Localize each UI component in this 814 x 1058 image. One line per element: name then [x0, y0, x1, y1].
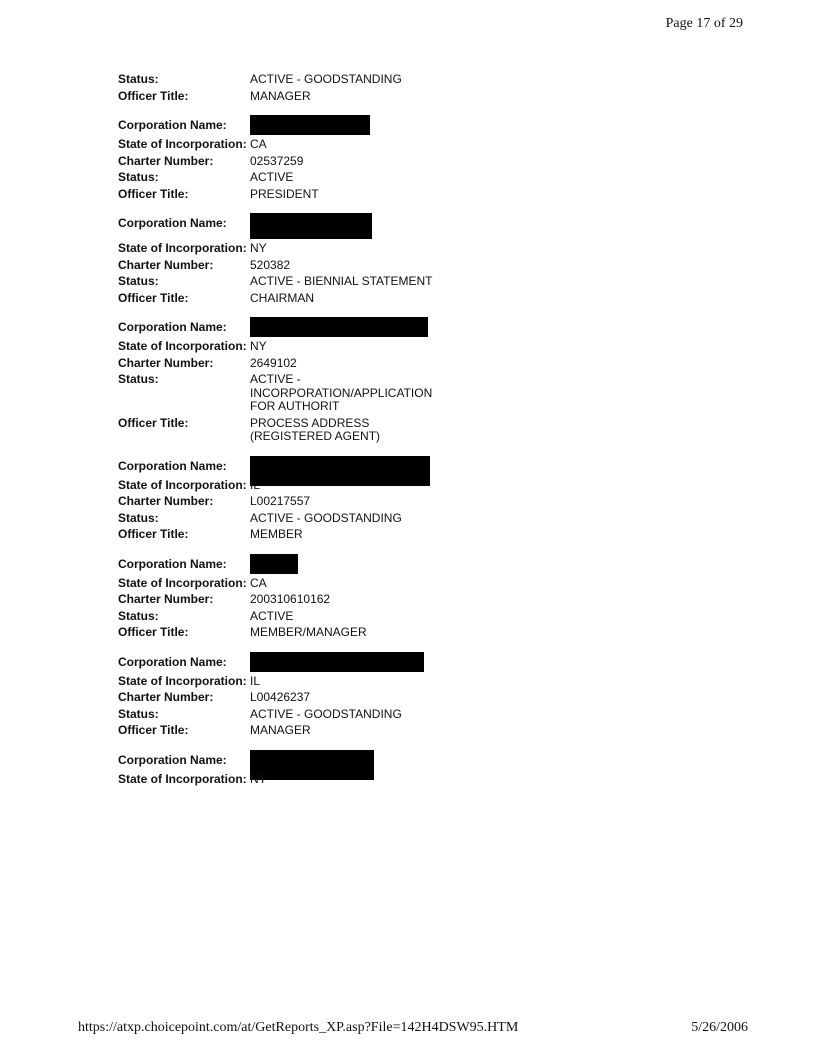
corporation-name-row — [118, 217, 558, 239]
charter-number-value: 200310610162 — [250, 592, 331, 606]
footer-url: https://atxp.choicepoint.com/at/GetReports_XP.asp?File=142H4DSW95.HTM — [78, 1020, 519, 1035]
status-row — [118, 373, 558, 414]
state-value: NY — [250, 771, 267, 786]
status-row — [118, 512, 558, 526]
officer-title-label: Officer Title: — [118, 186, 189, 201]
status-row — [118, 73, 558, 87]
charter-number-value: L00217557 — [250, 494, 311, 508]
officer-title-label: Officer Title: — [118, 723, 189, 737]
corporation-name-label: Corporation Name: — [118, 752, 227, 767]
state-value: IL — [250, 477, 261, 492]
record — [118, 460, 558, 542]
corporation-name-label: Corporation Name: — [118, 556, 227, 571]
record — [118, 73, 558, 103]
charter-number-row — [118, 691, 558, 705]
corporation-name-row — [118, 656, 558, 672]
status-label: Status: — [118, 706, 159, 721]
charter-number-label: Charter Number: — [118, 690, 214, 704]
officer-title-row — [118, 417, 558, 444]
status-label: Status: — [118, 372, 159, 386]
corporation-name-label: Corporation Name: — [118, 458, 227, 473]
state-label: State of Incorporation: — [118, 575, 247, 590]
charter-number-value: 520382 — [250, 257, 291, 272]
corporation-name-label: Corporation Name: — [118, 320, 227, 334]
status-value: ACTIVE — [250, 608, 294, 623]
officer-title-value: CHAIRMAN — [250, 290, 315, 305]
redaction-box — [250, 213, 372, 239]
state-label: State of Incorporation: — [118, 241, 247, 255]
corporation-name-row — [118, 558, 558, 574]
charter-number-value: 02537259 — [250, 153, 304, 168]
officer-title-label: Officer Title: — [118, 88, 189, 103]
officer-title-row — [118, 626, 558, 640]
status-value: ACTIVE - GOODSTANDING — [250, 72, 402, 86]
officer-title-value: MEMBER — [250, 527, 303, 541]
redaction-box — [250, 652, 424, 672]
state-value: NY — [250, 241, 267, 255]
officer-title-value: MANAGER — [250, 88, 311, 103]
record — [118, 321, 558, 444]
footer-date: 5/26/2006 — [691, 1020, 748, 1035]
redaction-box — [250, 317, 428, 337]
state-row — [118, 479, 558, 493]
status-row — [118, 708, 558, 722]
state-label: State of Incorporation: — [118, 771, 247, 786]
officer-title-row — [118, 292, 558, 306]
officer-title-value: MEMBER/MANAGER — [250, 625, 367, 639]
status-label: Status: — [118, 510, 159, 525]
status-value: ACTIVE - GOODSTANDING — [250, 706, 402, 721]
status-row — [118, 610, 558, 624]
charter-number-value: L00426237 — [250, 690, 311, 704]
officer-title-label: Officer Title: — [118, 625, 189, 639]
charter-number-row — [118, 495, 558, 509]
status-value: ACTIVE - BIENNIAL STATEMENT — [250, 274, 433, 288]
officer-title-label: Officer Title: — [118, 290, 189, 305]
status-label: Status: — [118, 170, 159, 184]
state-value: IL — [250, 673, 261, 688]
officer-title-value: MANAGER — [250, 723, 311, 737]
records-list — [118, 73, 558, 802]
state-label: State of Incorporation: — [118, 673, 247, 688]
state-label: State of Incorporation: — [118, 137, 247, 151]
status-label: Status: — [118, 72, 159, 86]
corporation-name-row — [118, 119, 558, 135]
charter-number-row — [118, 155, 558, 169]
officer-title-row — [118, 188, 558, 202]
status-row — [118, 171, 558, 185]
status-label: Status: — [118, 274, 159, 288]
charter-number-row — [118, 593, 558, 607]
officer-title-value: PRESIDENT — [250, 186, 319, 201]
charter-number-label: Charter Number: — [118, 592, 214, 606]
record — [118, 754, 558, 787]
officer-title-value: PROCESS ADDRESS (REGISTERED AGENT) — [250, 415, 381, 443]
status-value: ACTIVE — [250, 170, 294, 184]
page-number: Page 17 of 29 — [665, 16, 743, 31]
officer-title-label: Officer Title: — [118, 527, 189, 541]
state-value: CA — [250, 575, 267, 590]
redaction-box — [250, 554, 298, 574]
officer-title-row — [118, 528, 558, 542]
corporation-name-label: Corporation Name: — [118, 654, 227, 669]
state-value: NY — [250, 339, 267, 353]
status-label: Status: — [118, 608, 159, 623]
officer-title-row — [118, 724, 558, 738]
charter-number-label: Charter Number: — [118, 153, 214, 168]
state-label: State of Incorporation: — [118, 477, 247, 492]
state-row — [118, 138, 558, 152]
status-value: ACTIVE - GOODSTANDING — [250, 510, 402, 525]
record — [118, 656, 558, 738]
charter-number-value: 2649102 — [250, 355, 297, 370]
status-value: ACTIVE - INCORPORATION/APPLICATION FOR AUTHORIT — [250, 372, 433, 413]
record — [118, 217, 558, 305]
charter-number-label: Charter Number: — [118, 257, 214, 272]
status-row — [118, 275, 558, 289]
corporation-name-label: Corporation Name: — [118, 216, 227, 230]
corporation-name-row — [118, 754, 558, 770]
redaction-box — [250, 115, 370, 135]
state-row — [118, 340, 558, 354]
charter-number-row — [118, 357, 558, 371]
charter-number-label: Charter Number: — [118, 494, 214, 508]
state-row — [118, 577, 558, 591]
officer-title-row — [118, 90, 558, 104]
corporation-name-row — [118, 321, 558, 337]
record — [118, 558, 558, 640]
state-value: CA — [250, 137, 267, 151]
corporation-name-row — [118, 460, 558, 476]
officer-title-label: Officer Title: — [118, 415, 189, 430]
charter-number-label: Charter Number: — [118, 355, 214, 370]
corporation-name-label: Corporation Name: — [118, 118, 227, 132]
state-label: State of Incorporation: — [118, 339, 247, 353]
record — [118, 119, 558, 201]
charter-number-row — [118, 259, 558, 273]
state-row — [118, 773, 558, 787]
state-row — [118, 675, 558, 689]
state-row — [118, 242, 558, 256]
